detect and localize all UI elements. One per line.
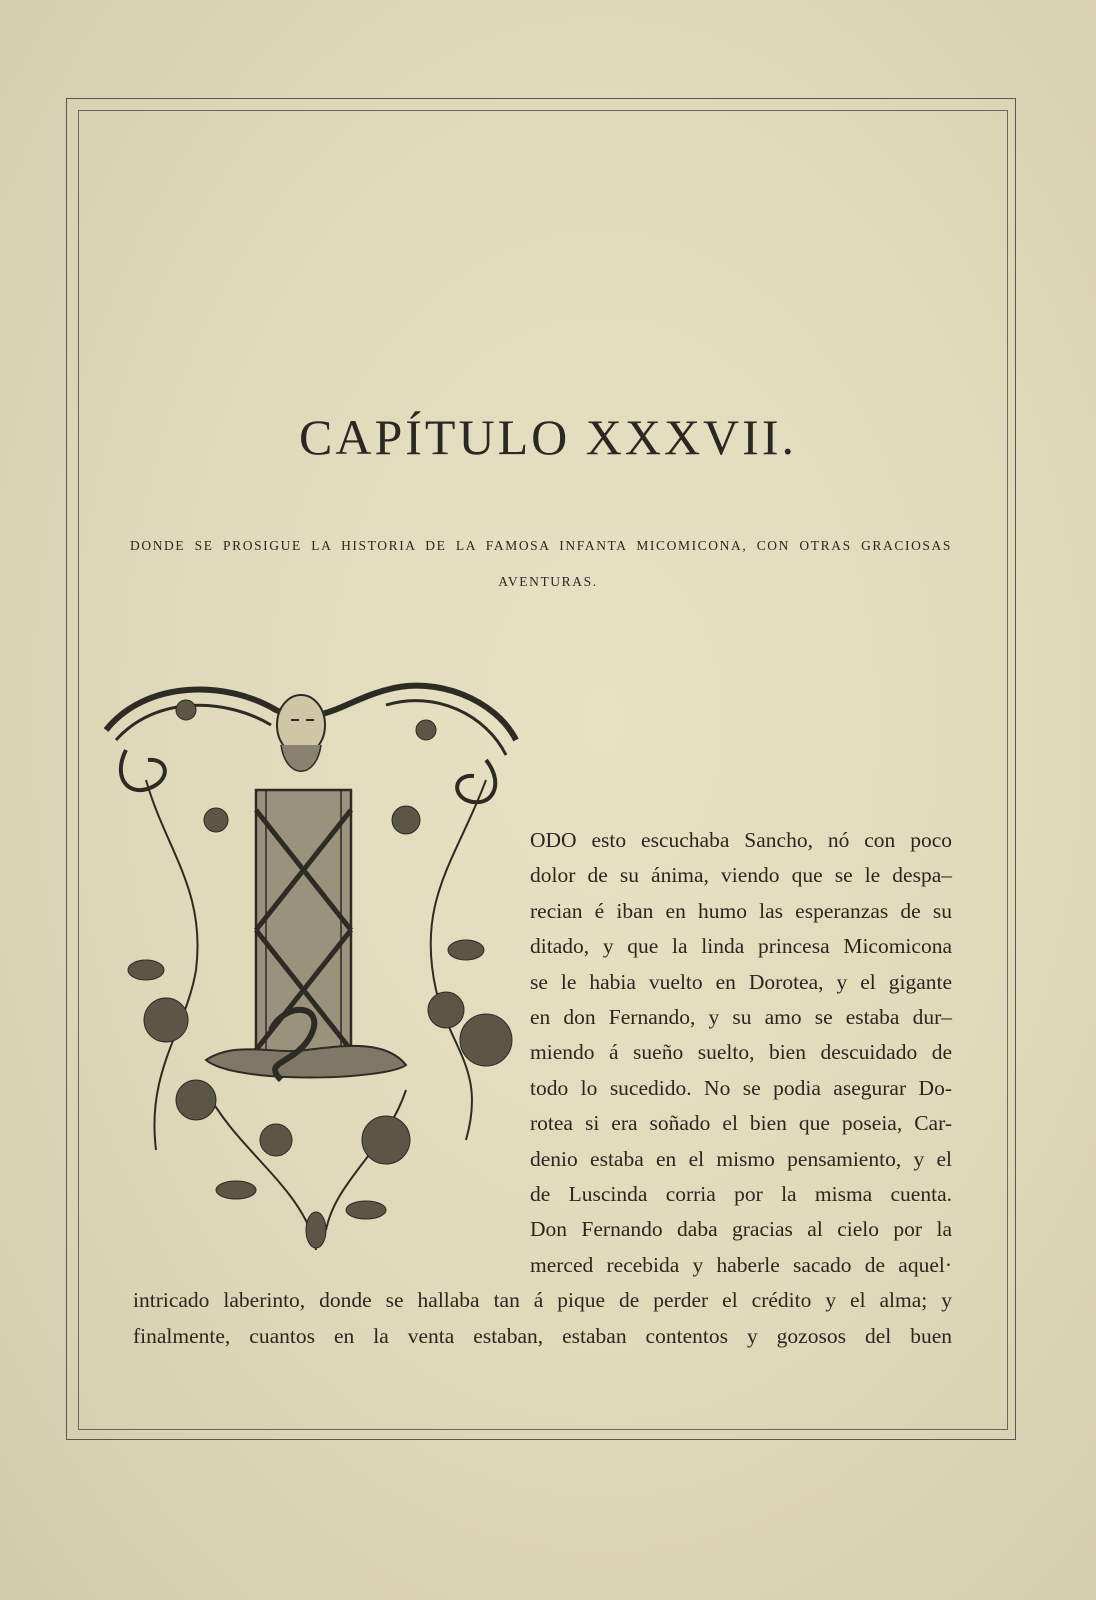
body-text-line: ODO esto escuchaba Sancho, nó con poco — [530, 828, 952, 852]
body-text-line: se le habia vuelto en Dorotea, y el gigante — [530, 969, 952, 994]
body-text-line: Don Fernando daba gracias al cielo por la — [530, 1217, 952, 1242]
chapter-subtitle-line-1: DONDE SE PROSIGUE LA HISTORIA DE LA FAMOSA INFANTA MICOMICONA, CON OTRAS GRACIOSAS — [130, 538, 952, 553]
chapter-subtitle-line-2: AVENTURAS. — [498, 574, 598, 589]
body-text-line: rotea si era soñado el bien que poseia, Car- — [530, 1111, 952, 1136]
body-text-line: denio estaba en el mismo pensamiento, y el — [530, 1146, 952, 1171]
body-text-line: ditado, y que la linda princesa Micomicona — [530, 934, 952, 959]
body-text-line: todo lo sucedido. No se podia asegurar Do- — [530, 1075, 952, 1100]
body-text-line: merced recebida y haberle sacado de aquel· — [530, 1252, 952, 1277]
body-text-line: en don Fernando, y su amo se estaba dur– — [530, 1005, 952, 1029]
body-text-line: dolor de su ánima, viendo que se le despa– — [530, 863, 952, 888]
body-text-line: recian é iban en humo las esperanzas de su — [530, 898, 952, 923]
body-text-line: intricado laberinto, donde se hallaba tan á pique de perder el crédito y el alma; y — [133, 1288, 952, 1313]
body-text-line: de Luscinda corria por la misma cuenta. — [530, 1182, 952, 1206]
ornate-initial-letter-icon — [86, 670, 536, 1280]
chapter-title: CAPÍTULO XXXVII. — [299, 409, 797, 465]
body-text-line: miendo á sueño suelto, bien descuidado de — [530, 1040, 952, 1065]
body-text-line: finalmente, cuantos en la venta estaban, estaban contentos y gozosos del buen — [133, 1323, 952, 1348]
